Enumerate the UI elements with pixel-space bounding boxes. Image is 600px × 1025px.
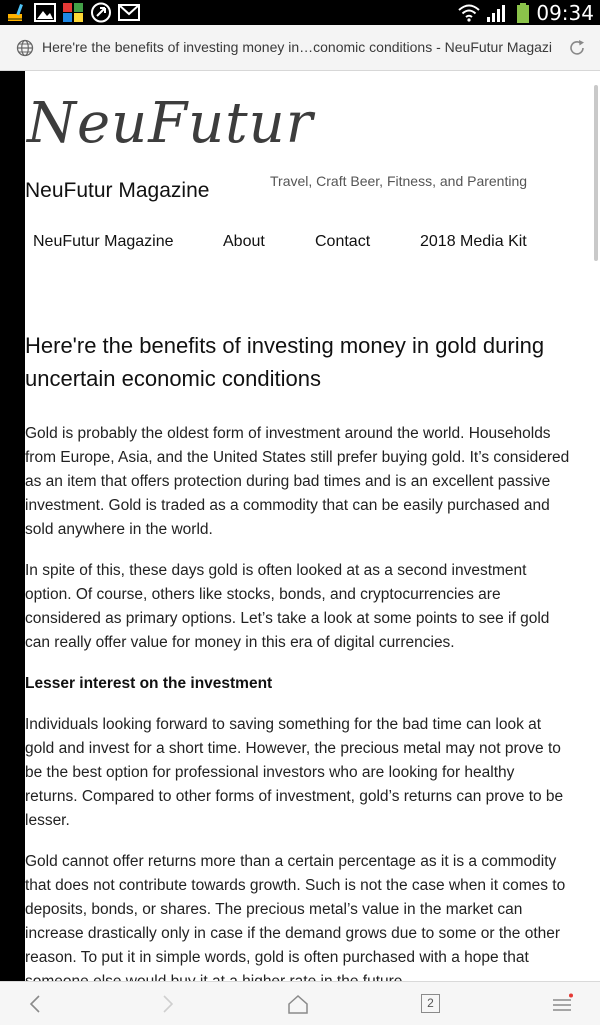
battery-icon: [516, 2, 530, 24]
broom-icon: [6, 2, 28, 23]
browser-bottom-bar: [0, 981, 600, 1025]
nav-link-home[interactable]: NeuFutur Magazine: [33, 233, 174, 250]
status-bar: [0, 0, 600, 25]
site-title[interactable]: NeuFutur Magazine: [25, 179, 210, 202]
web-page: [0, 71, 600, 981]
sync-icon: [90, 2, 112, 23]
article-paragraph: Gold is probably the oldest form of investment around the world. Households from Europe, Asia, and the United States still prefer buying gold. It’s considered as an item that offers protection during bad times and is an excellent passive investment. Gold is traded as a commodity that can be easily purchased and sold anywhere in the world.: [25, 425, 570, 538]
tab-switcher-button[interactable]: 2: [421, 994, 440, 1013]
article-paragraph: Individuals looking forward to saving something for the bad time can look at gold and invest for a short time. However, the precious metal may not prove to be the best option for professional investors who are looking for healthy returns. Compared to other forms of investment, gold’s returns can prove to be lesser.: [25, 716, 564, 829]
notification-icons: [6, 2, 140, 23]
forward-icon[interactable]: [155, 993, 179, 1015]
menu-icon[interactable]: [550, 993, 574, 1015]
site-logo[interactable]: NeuFutur: [27, 91, 314, 156]
page-scrollbar[interactable]: [594, 85, 598, 261]
article-title: Here're the benefits of investing money in gold during uncertain economic conditions: [25, 333, 545, 391]
back-icon[interactable]: [24, 993, 48, 1015]
site-tagline: Travel, Craft Beer, Fitness, and Parenting: [270, 173, 528, 189]
reload-icon[interactable]: [567, 38, 587, 58]
nav-link-contact[interactable]: Contact: [315, 233, 371, 250]
home-icon[interactable]: [286, 993, 310, 1015]
mail-icon: [118, 2, 140, 23]
globe-icon: [16, 39, 34, 57]
status-clock: 09:34: [536, 0, 594, 25]
article-subheading: Lesser interest on the investment: [25, 675, 273, 692]
system-indicators: [458, 0, 594, 25]
signal-icon: [486, 3, 510, 23]
article-paragraph: In spite of this, these days gold is often looked at as a second investment option. Of course, others like stocks, bonds, and cryptocurrencies are considered as primary options. Let’s take a look at some points to see if gold can really offer value for money in this era of digital currencies.: [25, 562, 550, 651]
browser-address-bar[interactable]: [0, 25, 600, 71]
nav-link-media-kit[interactable]: 2018 Media Kit: [420, 233, 527, 250]
main-navigation: [33, 233, 563, 257]
apps-icon: [62, 2, 84, 23]
image-icon: [34, 2, 56, 23]
url-text[interactable]: Here're the benefits of investing money in…conomic conditions - NeuFutur Magazi: [42, 39, 553, 55]
page-content: [25, 71, 570, 981]
article-paragraph: Gold cannot offer returns more than a certain percentage as it is a commodity that does not contribute towards growth. Such is not the case when it comes to deposits, bonds, or shares. The precious metal’s value in the market can increase drastically only in case if the demand grows due to some or the other reason. To put it in simple words, gold is often purchased with a hope that: [25, 853, 566, 966]
nav-link-about[interactable]: About: [223, 233, 265, 250]
article-body: [25, 422, 570, 1011]
wifi-icon: [458, 4, 480, 22]
